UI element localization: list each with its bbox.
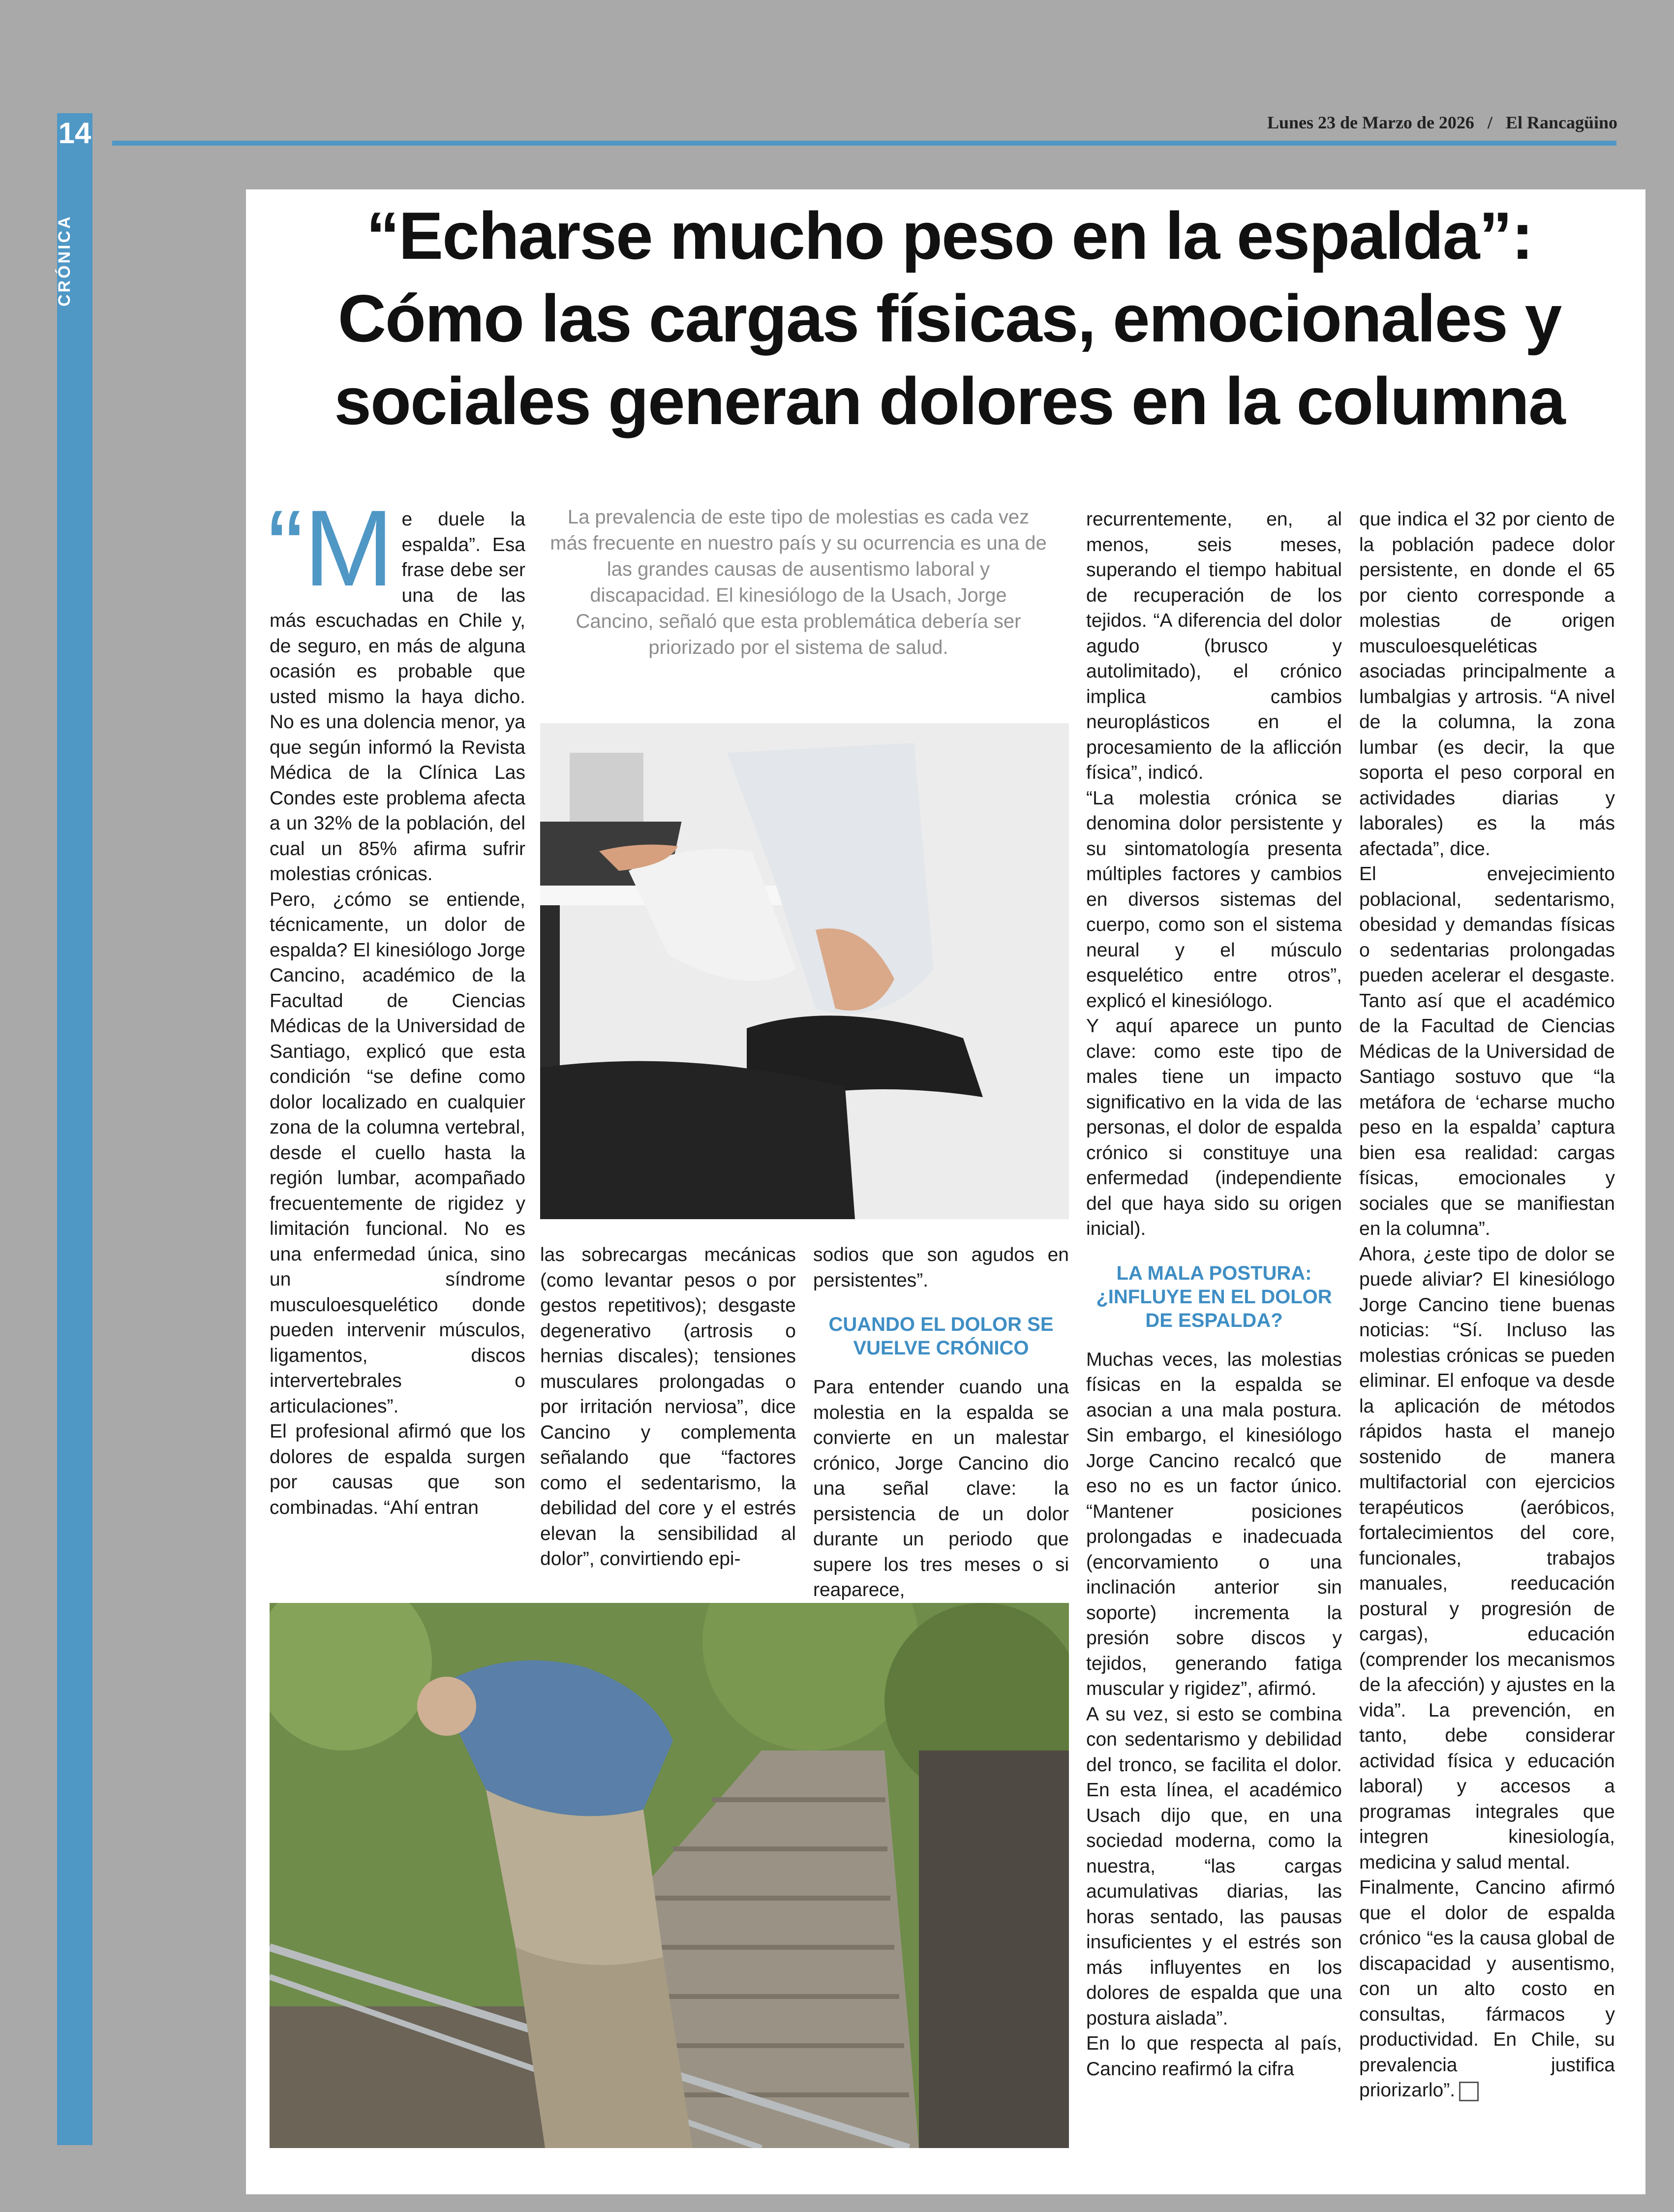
header-rule	[112, 141, 1616, 146]
column-1	[268, 488, 525, 1520]
subhead-posture: LA MALA POSTURA: ¿INFLUYE EN EL DOLOR DE ESPALDA?	[1096, 1262, 1332, 1331]
col1-paragraph-2: Pero, ¿cómo se entiende, técnicamente, un dolor de espalda? El kinesiólogo Jorge Cancino, académico de la Facultad de Ciencias Médicas de la Universidad de Santiago, explicó que esta condición “se define como dolor localizado en cualquier zona de la columna vertebral, desde el cuello hasta la región lumbar, acompañado frecuentemente de rigidez y limitación funcional. No es una enfermedad única, sino un síndrome musculoesquelético donde pueden intervenir músculos, ligamentos, discos intervertebrales o articulaciones”.	[270, 889, 525, 1417]
col4b-paragraph-3: En lo que respecta al país, Cancino reafirmó la cifra	[1086, 2033, 1342, 2080]
headline: “Echarse mucho peso en la espalda”: Cómo las cargas físicas, emocionales y sociales generan dolores en la columna	[334, 198, 1565, 438]
stairs-photo-illustration	[270, 1603, 1069, 2148]
publication-name: El Rancagüino	[1505, 113, 1617, 132]
column-2	[540, 1242, 796, 1572]
subhead-chronic: CUANDO EL DOLOR SE VUELVE CRÓNICO	[828, 1314, 1054, 1359]
dropcap: “M	[268, 488, 394, 609]
lead-paragraph: La prevalencia de este tipo de molestias es cada vez más frecuente en nuestro país y su ocurrencia es una de las grandes causas de ausentismo laboral y discapacidad. El kinesiólogo de la Usach, Jorge Cancino, señaló que esta problemática debería ser priorizado por el sistema de salud.	[550, 506, 1047, 658]
col4-paragraph-3: Y aquí aparece un punto clave: como este tipo de males tiene un impacto significativo en la vida de las personas, el dolor de espalda crónico si constituye una enfermedad (independiente del que haya sido su origen inicial).	[1086, 1015, 1342, 1239]
col3-top-text: sodios que son agudos en persistentes”.	[813, 1244, 1069, 1291]
col1-paragraph-3: El profesional afirmó que los dolores de espalda surgen por causas que son combinadas. “Ahí entran	[270, 1421, 525, 1518]
column-4	[1086, 507, 1342, 2082]
col4-paragraph-2: “La molestia crónica se denomina dolor persistente y su sintomatología presenta múltiples factores y cambios en diversos sistemas del cuerpo, como son el sistema neural y el músculo esquelético entre otros”, explicó el kinesiólogo.	[1086, 787, 1342, 1012]
date-line	[1267, 112, 1617, 133]
col1-text-1: e duele la espalda”. Esa frase debe ser una de las más escuchadas en Chile y, de seguro, en más de alguna ocasión es probable que usted mismo la haya dicho. No es una dolencia menor, ya que según informó la Revista Médica de la Clínica Las Condes este problema afecta a un 32% de la población, del cual un 85% afirma sufrir molestias crónicas.	[270, 509, 525, 885]
col5-text-4: Finalmente, Cancino afirmó que el dolor de espalda crónico “es la causa global de discapacidad y ausentismo, con un alto costo en consultas, fármacos y productividad. En Chile, su prevalencia justifica priorizarlo”.	[1359, 1877, 1615, 2101]
col2-paragraph: las sobrecargas mecánicas (como levantar pesos o por gestos repetitivos); desgaste degenerativo (artrosis o hernias discales); tensiones musculares prolongadas o por irritación nerviosa”, dice Cancino y complementa señalando que “factores como el sedentarismo, la debilidad del core y el estrés elevan la sensibilidad al dolor”, convirtiendo epi-	[540, 1244, 796, 1569]
col1-paragraph-1	[268, 488, 525, 887]
issue-date: Lunes 23 de Marzo de 2026	[1267, 113, 1474, 132]
col5-paragraph-3: Ahora, ¿este tipo de dolor se puede aliviar? El kinesiólogo Jorge Cancino tiene buenas noticias: “Sí. Incluso las molestias crónicas se pueden eliminar. El enfoque va desde la aplicación de métodos rápidos hasta el manejo sostenido de manera multifactorial con ejercicios terapéuticos (aeróbicos, fortalecimientos del core, funcionales, trabajos manuales, reeducación postural y progresión de cargas), educación (comprender los mecanismos de la afección) y ajustes en la vida”. La prevención, en tanto, debe considerar actividad física y educación laboral) y accesos a programas integrales que integren kinesiología, medicina y salud mental.	[1359, 1243, 1615, 1873]
col4b-paragraph-1: Muchas veces, las molestias físicas en la espalda se asocian a una mala postura. Sin embargo, el kinesiólogo Jorge Cancino recalcó que eso no es un factor único. “Mantener posiciones prolongadas e inadecuada (encorvamiento o una inclinación anterior sin soporte) incrementa la presión sobre discos y tejidos, generando fatiga muscular y rigidez”, afirmó.	[1086, 1349, 1342, 1699]
office-photo-illustration	[540, 723, 1069, 1219]
page-number: 14	[58, 117, 91, 150]
office-photo	[540, 723, 1069, 1219]
header-separator: /	[1487, 113, 1492, 132]
col5-paragraph-1: que indica el 32 por ciento de la población padece dolor persistente, en donde el 65 por ciento corresponde a molestias de origen musculoesqueléticas asociadas principalmente a lumbalgias y artrosis. “A nivel de la columna, la zona lumbar (es decir, la que soporta el peso corporal en actividades diarias y laborales) es la más afectada”, dice.	[1359, 509, 1615, 860]
col3-paragraph: Para entender cuando una molestia en la espalda se convierte en un malestar crónico, Jorge Cancino dio una señal clave: la persistencia de un dolor durante un periodo que supere los tres meses o si reaparece,	[813, 1377, 1069, 1600]
column-5	[1359, 507, 1615, 2103]
stairs-photo	[270, 1603, 1069, 2148]
page-spine-bar	[57, 113, 92, 2145]
end-of-article-icon	[1459, 2082, 1479, 2101]
col5-paragraph-4	[1359, 1875, 1615, 2103]
col4b-paragraph-2: A su vez, si esto se combina con sedentarismo y debilidad del tronco, se facilita el dolor. En esta línea, el académico Usach dijo que, en una sociedad moderna, como la nuestra, “las cargas acumulativas diarias, las horas sentado, las pausas insuficientes y el estrés son más influyentes en los dolores de espalda que una postura aislada”.	[1086, 1703, 1342, 2029]
section-label: CRÓNICA	[55, 215, 74, 307]
col5-paragraph-2: El envejecimiento poblacional, sedentarismo, obesidad y demandas físicas o sedentarias prolongadas pueden acelerar el desgaste. Tanto así que el académico de la Facultad de Ciencias Médicas de la Universidad de Santiago sostuvo que “la metáfora de ‘echarse mucho peso en la espalda’ captura bien esa realidad: cargas físicas, emocionales y sociales que se manifiestan en la columna”.	[1359, 863, 1615, 1239]
col4-paragraph-1: recurrentemente, en, al menos, seis meses, superando el tiempo habitual de recuperación de los tejidos. “A diferencia del dolor agudo (brusco y autolimitado), el crónico implica cambios neuroplásticos en el procesamiento de la aflicción física”, indicó.	[1086, 509, 1342, 783]
column-3	[813, 1242, 1069, 1603]
